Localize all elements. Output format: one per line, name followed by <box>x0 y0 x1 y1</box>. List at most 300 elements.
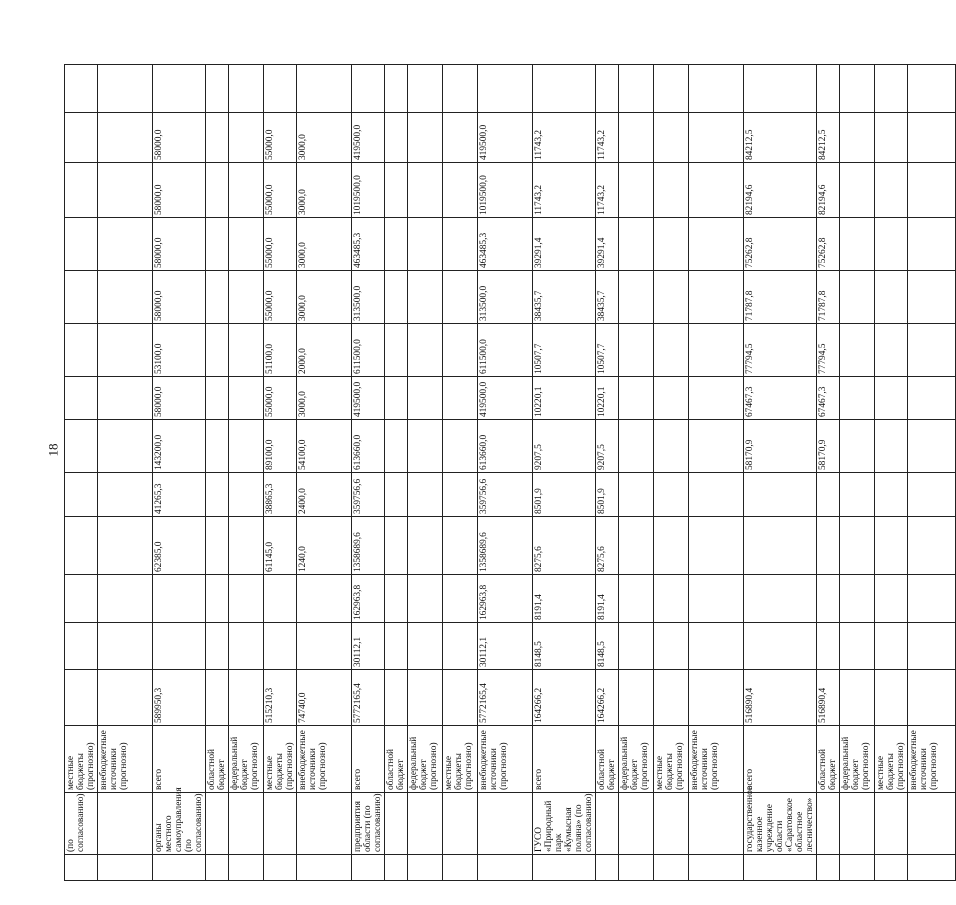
blank-cell <box>352 855 385 881</box>
blank-cell <box>840 855 875 881</box>
value-cell: 84212,5 <box>817 113 840 163</box>
organization-cell <box>385 793 408 855</box>
blank-cell <box>817 65 840 113</box>
value-cell <box>98 377 153 420</box>
blank-cell <box>908 65 956 113</box>
value-cell: 463485,3 <box>478 218 533 271</box>
value-cell <box>875 575 908 623</box>
blank-cell <box>229 65 264 113</box>
organization-cell <box>264 793 297 855</box>
value-cell <box>817 517 840 575</box>
value-cell: 5772165,4 <box>352 670 385 726</box>
organization-cell <box>689 793 744 855</box>
blank-cell <box>619 855 654 881</box>
value-cell <box>206 218 229 271</box>
value-cell: 11743,2 <box>596 163 619 218</box>
value-cell <box>408 218 443 271</box>
value-cell: 3000,0 <box>297 113 352 163</box>
value-cell <box>619 271 654 324</box>
value-cell: 30112,1 <box>352 623 385 670</box>
value-cell <box>408 420 443 473</box>
value-cell <box>654 271 689 324</box>
value-cell <box>206 517 229 575</box>
value-cell <box>206 271 229 324</box>
value-cell <box>654 575 689 623</box>
blank-cell <box>206 855 229 881</box>
value-cell <box>264 623 297 670</box>
value-cell: 3000,0 <box>297 163 352 218</box>
value-cell: 74740,0 <box>297 670 352 726</box>
blank-cell <box>65 855 98 881</box>
value-cell <box>229 623 264 670</box>
value-cell: 58000,0 <box>153 377 206 420</box>
blank-cell <box>98 65 153 113</box>
value-cell: 2400,0 <box>297 473 352 517</box>
value-cell: 82194,6 <box>817 163 840 218</box>
value-cell <box>408 517 443 575</box>
funding-source-cell: внебюджетные источники (прогнозно) <box>689 726 744 793</box>
value-cell: 67467,3 <box>744 377 817 420</box>
organization-cell <box>443 793 478 855</box>
value-cell <box>229 420 264 473</box>
value-cell: 58000,0 <box>153 163 206 218</box>
value-cell <box>840 163 875 218</box>
value-cell <box>206 113 229 163</box>
value-cell <box>689 473 744 517</box>
blank-cell <box>689 855 744 881</box>
value-cell <box>229 113 264 163</box>
value-cell <box>408 271 443 324</box>
value-cell: 75262,8 <box>744 218 817 271</box>
value-cell: 419500,0 <box>478 113 533 163</box>
value-cell <box>619 575 654 623</box>
value-cell: 11743,2 <box>533 163 596 218</box>
value-cell <box>619 163 654 218</box>
value-cell: 58170,9 <box>744 420 817 473</box>
funding-source-cell: местные бюджеты (прогнозно) <box>65 726 98 793</box>
value-cell <box>206 670 229 726</box>
value-cell: 38865,3 <box>264 473 297 517</box>
value-cell <box>654 517 689 575</box>
organization-cell <box>840 793 875 855</box>
value-cell <box>443 377 478 420</box>
value-cell <box>65 113 98 163</box>
value-cell <box>385 575 408 623</box>
value-cell: 41265,3 <box>153 473 206 517</box>
budget-table-container <box>64 65 939 881</box>
value-cell <box>689 623 744 670</box>
value-cell <box>744 575 817 623</box>
value-cell <box>875 517 908 575</box>
value-cell <box>443 670 478 726</box>
value-cell <box>443 163 478 218</box>
value-cell <box>229 473 264 517</box>
value-cell: 55000,0 <box>264 377 297 420</box>
value-cell <box>654 324 689 377</box>
value-cell: 516890,4 <box>817 670 840 726</box>
value-cell <box>619 517 654 575</box>
value-cell <box>654 623 689 670</box>
value-cell: 82194,6 <box>744 163 817 218</box>
value-cell <box>65 218 98 271</box>
blank-cell <box>817 855 840 881</box>
value-cell <box>385 517 408 575</box>
value-cell <box>98 324 153 377</box>
value-cell: 30112,1 <box>478 623 533 670</box>
organization-cell <box>297 793 352 855</box>
value-cell <box>385 377 408 420</box>
value-cell <box>229 670 264 726</box>
value-cell <box>408 623 443 670</box>
value-cell: 55000,0 <box>264 271 297 324</box>
value-cell: 51100,0 <box>264 324 297 377</box>
funding-source-cell: местные бюджеты (прогнозно) <box>443 726 478 793</box>
value-cell <box>654 420 689 473</box>
value-cell <box>875 420 908 473</box>
funding-source-cell: внебюджетные источники (прогнозно) <box>297 726 352 793</box>
value-cell <box>619 670 654 726</box>
funding-source-cell: внебюджетные источники (прогнозно) <box>478 726 533 793</box>
table-row <box>153 65 206 881</box>
value-cell: 61145,0 <box>264 517 297 575</box>
value-cell <box>206 377 229 420</box>
value-cell <box>206 163 229 218</box>
funding-source-cell: всего <box>744 726 817 793</box>
value-cell: 10507,7 <box>533 324 596 377</box>
table-row <box>408 65 443 881</box>
value-cell: 143200,0 <box>153 420 206 473</box>
value-cell: 516890,4 <box>744 670 817 726</box>
blank-cell <box>654 65 689 113</box>
value-cell: 58000,0 <box>153 271 206 324</box>
value-cell <box>385 473 408 517</box>
value-cell <box>385 163 408 218</box>
value-cell: 589950,3 <box>153 670 206 726</box>
blank-cell <box>875 65 908 113</box>
value-cell: 38435,7 <box>533 271 596 324</box>
blank-cell <box>229 855 264 881</box>
funding-source-cell: внебюджетные источники (прогнозно) <box>98 726 153 793</box>
value-cell: 8191,4 <box>596 575 619 623</box>
value-cell <box>875 623 908 670</box>
value-cell: 58170,9 <box>817 420 840 473</box>
value-cell <box>206 575 229 623</box>
table-row <box>385 65 408 881</box>
value-cell <box>98 163 153 218</box>
value-cell <box>65 670 98 726</box>
value-cell: 359756,6 <box>352 473 385 517</box>
value-cell <box>65 575 98 623</box>
organization-cell: государственное казенное учреждение области «Саратовское областное лесничество» <box>744 793 817 855</box>
value-cell: 55000,0 <box>264 163 297 218</box>
value-cell <box>817 575 840 623</box>
value-cell <box>619 218 654 271</box>
value-cell <box>875 163 908 218</box>
value-cell: 419500,0 <box>352 113 385 163</box>
table-row <box>443 65 478 881</box>
value-cell <box>264 575 297 623</box>
funding-source-cell: областной бюджет <box>817 726 840 793</box>
blank-cell <box>264 855 297 881</box>
value-cell <box>443 271 478 324</box>
value-cell: 1019500,0 <box>352 163 385 218</box>
funding-source-cell: областной бюджет <box>596 726 619 793</box>
value-cell <box>98 517 153 575</box>
table-row <box>264 65 297 881</box>
value-cell <box>619 324 654 377</box>
value-cell: 9207,5 <box>533 420 596 473</box>
blank-cell <box>153 65 206 113</box>
value-cell <box>908 113 956 163</box>
value-cell <box>408 575 443 623</box>
value-cell: 54100,0 <box>297 420 352 473</box>
value-cell <box>65 473 98 517</box>
value-cell <box>443 113 478 163</box>
blank-cell <box>443 855 478 881</box>
value-cell: 3000,0 <box>297 377 352 420</box>
value-cell <box>908 163 956 218</box>
value-cell <box>744 517 817 575</box>
value-cell <box>840 517 875 575</box>
table-row <box>98 65 153 881</box>
blank-cell <box>596 855 619 881</box>
value-cell <box>385 324 408 377</box>
value-cell <box>206 473 229 517</box>
value-cell <box>65 163 98 218</box>
funding-source-cell: местные бюджеты (прогнозно) <box>654 726 689 793</box>
blank-cell <box>619 65 654 113</box>
value-cell <box>206 623 229 670</box>
value-cell: 11743,2 <box>533 113 596 163</box>
funding-source-cell: всего <box>153 726 206 793</box>
funding-source-cell: областной бюджет <box>385 726 408 793</box>
organization-cell: органы местного самоуправления (по согласованию) <box>153 793 206 855</box>
blank-cell <box>408 65 443 113</box>
value-cell <box>619 113 654 163</box>
value-cell <box>65 623 98 670</box>
value-cell <box>98 420 153 473</box>
value-cell <box>908 218 956 271</box>
funding-source-cell: федеральный бюджет (прогнозно) <box>840 726 875 793</box>
blank-cell <box>840 65 875 113</box>
table-row <box>817 65 840 881</box>
value-cell <box>65 517 98 575</box>
value-cell <box>153 623 206 670</box>
table-row <box>206 65 229 881</box>
value-cell <box>408 113 443 163</box>
funding-source-cell: федеральный бюджет (прогнозно) <box>408 726 443 793</box>
value-cell <box>65 420 98 473</box>
value-cell <box>689 113 744 163</box>
value-cell: 2000,0 <box>297 324 352 377</box>
value-cell: 8501,9 <box>533 473 596 517</box>
funding-source-cell: областной бюджет <box>206 726 229 793</box>
value-cell: 419500,0 <box>478 377 533 420</box>
blank-cell <box>654 855 689 881</box>
value-cell <box>206 324 229 377</box>
value-cell: 419500,0 <box>352 377 385 420</box>
value-cell: 10220,1 <box>596 377 619 420</box>
blank-cell <box>533 855 596 881</box>
value-cell <box>875 473 908 517</box>
blank-cell <box>385 855 408 881</box>
value-cell: 58000,0 <box>153 218 206 271</box>
blank-cell <box>385 65 408 113</box>
organization-cell <box>908 793 956 855</box>
blank-cell <box>206 65 229 113</box>
value-cell <box>408 670 443 726</box>
value-cell <box>689 377 744 420</box>
value-cell: 611500,0 <box>352 324 385 377</box>
value-cell <box>908 377 956 420</box>
organization-cell <box>408 793 443 855</box>
value-cell <box>875 218 908 271</box>
value-cell: 1358689,6 <box>352 517 385 575</box>
value-cell <box>98 473 153 517</box>
value-cell <box>875 271 908 324</box>
value-cell <box>654 377 689 420</box>
value-cell <box>840 473 875 517</box>
organization-cell <box>206 793 229 855</box>
value-cell <box>385 420 408 473</box>
value-cell: 515210,3 <box>264 670 297 726</box>
value-cell <box>385 218 408 271</box>
page-number: 18 <box>45 443 61 457</box>
value-cell <box>408 163 443 218</box>
value-cell: 164266,2 <box>533 670 596 726</box>
value-cell <box>229 377 264 420</box>
value-cell <box>654 670 689 726</box>
table-row <box>744 65 817 881</box>
value-cell <box>689 420 744 473</box>
value-cell: 53100,0 <box>153 324 206 377</box>
organization-cell <box>875 793 908 855</box>
value-cell <box>689 517 744 575</box>
value-cell <box>443 218 478 271</box>
value-cell <box>229 271 264 324</box>
value-cell <box>840 271 875 324</box>
value-cell <box>229 324 264 377</box>
value-cell: 8501,9 <box>596 473 619 517</box>
funding-source-cell: всего <box>352 726 385 793</box>
value-cell <box>206 420 229 473</box>
organization-cell <box>619 793 654 855</box>
blank-cell <box>744 855 817 881</box>
blank-cell <box>264 65 297 113</box>
blank-cell <box>443 65 478 113</box>
blank-cell <box>352 65 385 113</box>
value-cell <box>875 324 908 377</box>
value-cell <box>385 670 408 726</box>
table-row <box>596 65 619 881</box>
table-row <box>840 65 875 881</box>
value-cell <box>297 575 352 623</box>
value-cell <box>385 113 408 163</box>
value-cell <box>908 271 956 324</box>
value-cell: 55000,0 <box>264 218 297 271</box>
value-cell <box>654 113 689 163</box>
blank-cell <box>689 65 744 113</box>
organization-cell <box>817 793 840 855</box>
value-cell <box>689 163 744 218</box>
value-cell <box>744 623 817 670</box>
value-cell <box>98 575 153 623</box>
value-cell <box>65 324 98 377</box>
value-cell <box>443 623 478 670</box>
value-cell <box>619 377 654 420</box>
value-cell <box>619 420 654 473</box>
table-row <box>533 65 596 881</box>
value-cell <box>875 377 908 420</box>
value-cell <box>908 473 956 517</box>
value-cell: 611500,0 <box>478 324 533 377</box>
value-cell <box>689 324 744 377</box>
funding-source-cell: федеральный бюджет (прогнозно) <box>229 726 264 793</box>
value-cell <box>65 377 98 420</box>
value-cell <box>98 271 153 324</box>
value-cell <box>98 670 153 726</box>
blank-cell <box>478 65 533 113</box>
value-cell <box>408 377 443 420</box>
value-cell <box>840 113 875 163</box>
value-cell: 613660,0 <box>352 420 385 473</box>
value-cell: 5772165,4 <box>478 670 533 726</box>
table-row <box>297 65 352 881</box>
value-cell <box>689 271 744 324</box>
table-row <box>478 65 533 881</box>
value-cell <box>98 113 153 163</box>
value-cell <box>443 324 478 377</box>
value-cell <box>619 473 654 517</box>
value-cell: 75262,8 <box>817 218 840 271</box>
organization-cell: предприятия области (по согласованию) <box>352 793 385 855</box>
funding-source-cell: местные бюджеты (прогнозно) <box>875 726 908 793</box>
value-cell <box>908 324 956 377</box>
value-cell: 1019500,0 <box>478 163 533 218</box>
value-cell <box>654 163 689 218</box>
value-cell <box>840 420 875 473</box>
organization-cell: (по согласованию) <box>65 793 98 855</box>
funding-source-cell: внебюджетные источники (прогнозно) <box>908 726 956 793</box>
value-cell: 71787,8 <box>817 271 840 324</box>
blank-cell <box>153 855 206 881</box>
value-cell <box>408 473 443 517</box>
funding-source-cell: федеральный бюджет (прогнозно) <box>619 726 654 793</box>
value-cell <box>408 324 443 377</box>
value-cell <box>65 271 98 324</box>
value-cell <box>98 218 153 271</box>
value-cell <box>98 623 153 670</box>
value-cell: 8148,5 <box>533 623 596 670</box>
value-cell <box>875 670 908 726</box>
value-cell: 71787,8 <box>744 271 817 324</box>
value-cell <box>153 575 206 623</box>
blank-cell <box>533 65 596 113</box>
value-cell: 67467,3 <box>817 377 840 420</box>
value-cell: 89100,0 <box>264 420 297 473</box>
value-cell <box>689 218 744 271</box>
blank-cell <box>744 65 817 113</box>
value-cell: 58000,0 <box>153 113 206 163</box>
value-cell: 313500,0 <box>478 271 533 324</box>
budget-table <box>64 64 956 881</box>
value-cell <box>229 517 264 575</box>
organization-cell <box>596 793 619 855</box>
value-cell <box>840 670 875 726</box>
value-cell <box>297 623 352 670</box>
value-cell: 3000,0 <box>297 218 352 271</box>
value-cell: 8148,5 <box>596 623 619 670</box>
